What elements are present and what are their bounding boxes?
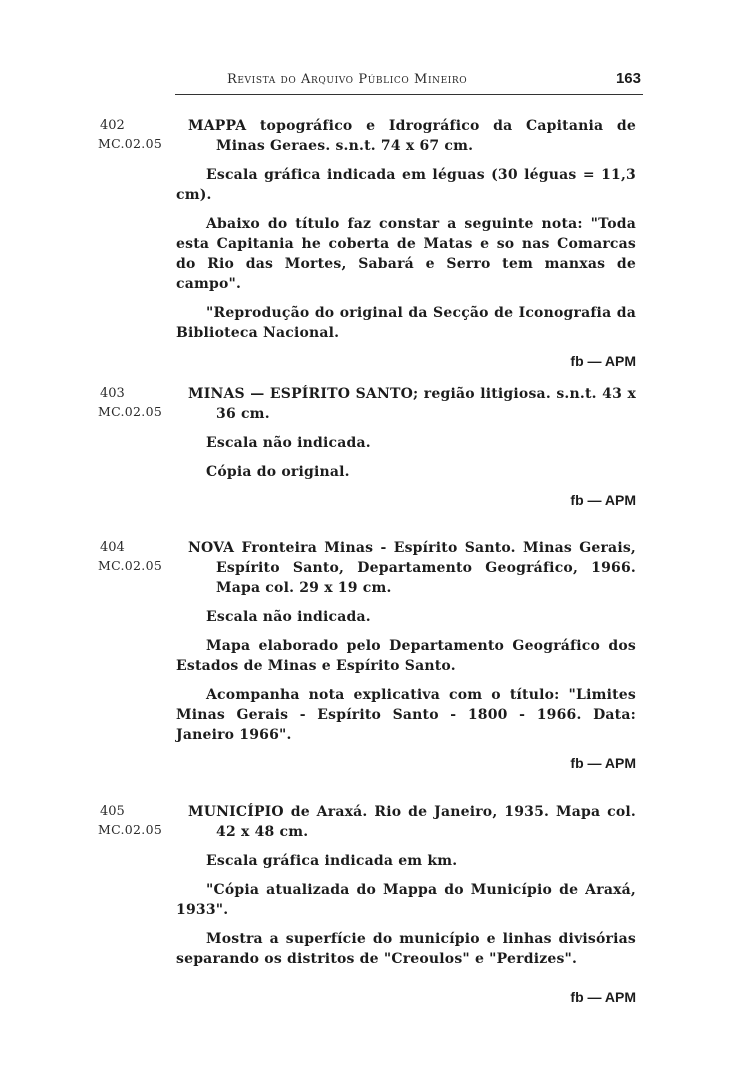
entry-code: MC.02.05 <box>98 822 163 837</box>
running-header <box>175 70 643 95</box>
entry-number: 404 <box>100 540 125 555</box>
entry-body <box>176 802 636 1007</box>
entry-paragraph: Escala gráfica indicada em km. <box>206 853 458 869</box>
entry-number: 402 <box>100 118 125 133</box>
entry-number: 405 <box>100 804 125 819</box>
entry-credit: fb — APM <box>570 492 636 508</box>
entry-paragraph: Mapa elaborado pelo Departamento Geográfico dos Estados de Minas e Espírito Santo. <box>176 638 636 674</box>
entry-title: NOVA Fronteira Minas - Espírito Santo. Minas Gerais, Espírito Santo, Departamento Geográfico, 1966. Mapa col. 29 x 19 cm. <box>188 540 636 596</box>
entry-code: MC.02.05 <box>98 136 163 151</box>
entry-credit: fb — APM <box>570 755 636 771</box>
entry-paragraph: Acompanha nota explicativa com o título: "Limites Minas Gerais - Espírito Santo - 1800 - 1966. Data: Janeiro 1966". <box>176 687 636 743</box>
journal-title: Revista do Arquivo Público Mineiro <box>227 72 468 87</box>
entry-title: MUNICÍPIO de Araxá. Rio de Janeiro, 1935. Mapa col. 42 x 48 cm. <box>188 804 636 840</box>
entry-title: MINAS — ESPÍRITO SANTO; região litigiosa. s.n.t. 43 x 36 cm. <box>188 386 636 422</box>
entry-paragraph: Mostra a superfície do município e linhas divisórias separando os distritos de "Creoulos" e "Perdizes". <box>176 931 636 967</box>
entry-number: 403 <box>100 386 125 401</box>
entry-paragraph: Escala não indicada. <box>206 609 371 625</box>
page-number: 163 <box>615 70 641 87</box>
entry-body <box>176 538 636 773</box>
entry-credit: fb — APM <box>570 989 636 1005</box>
entry-paragraph: Escala não indicada. <box>206 435 371 451</box>
entry-title: MAPPA topográfico e Idrográfico da Capitania de Minas Geraes. s.n.t. 74 x 67 cm. <box>188 118 636 154</box>
entry-paragraph: Cópia do original. <box>206 464 350 480</box>
entry-paragraph: Abaixo do título faz constar a seguinte nota: "Toda esta Capitania he coberta de Matas e so nas Comarcas do Rio das Mortes, Sabará e Serro tem manxas de campo". <box>176 216 636 292</box>
entry-code: MC.02.05 <box>98 404 163 419</box>
entry-body <box>188 384 636 510</box>
entry-code: MC.02.05 <box>98 558 163 573</box>
entry-body <box>176 116 636 371</box>
entry-paragraph: "Reprodução do original da Secção de Iconografia da Biblioteca Nacional. <box>176 305 636 341</box>
entry-paragraph: Escala gráfica indicada em léguas (30 léguas = 11,3 cm). <box>176 167 636 203</box>
entry-paragraph: "Cópia atualizada do Mappa do Município de Araxá, 1933". <box>176 882 636 918</box>
entry-credit: fb — APM <box>570 353 636 369</box>
